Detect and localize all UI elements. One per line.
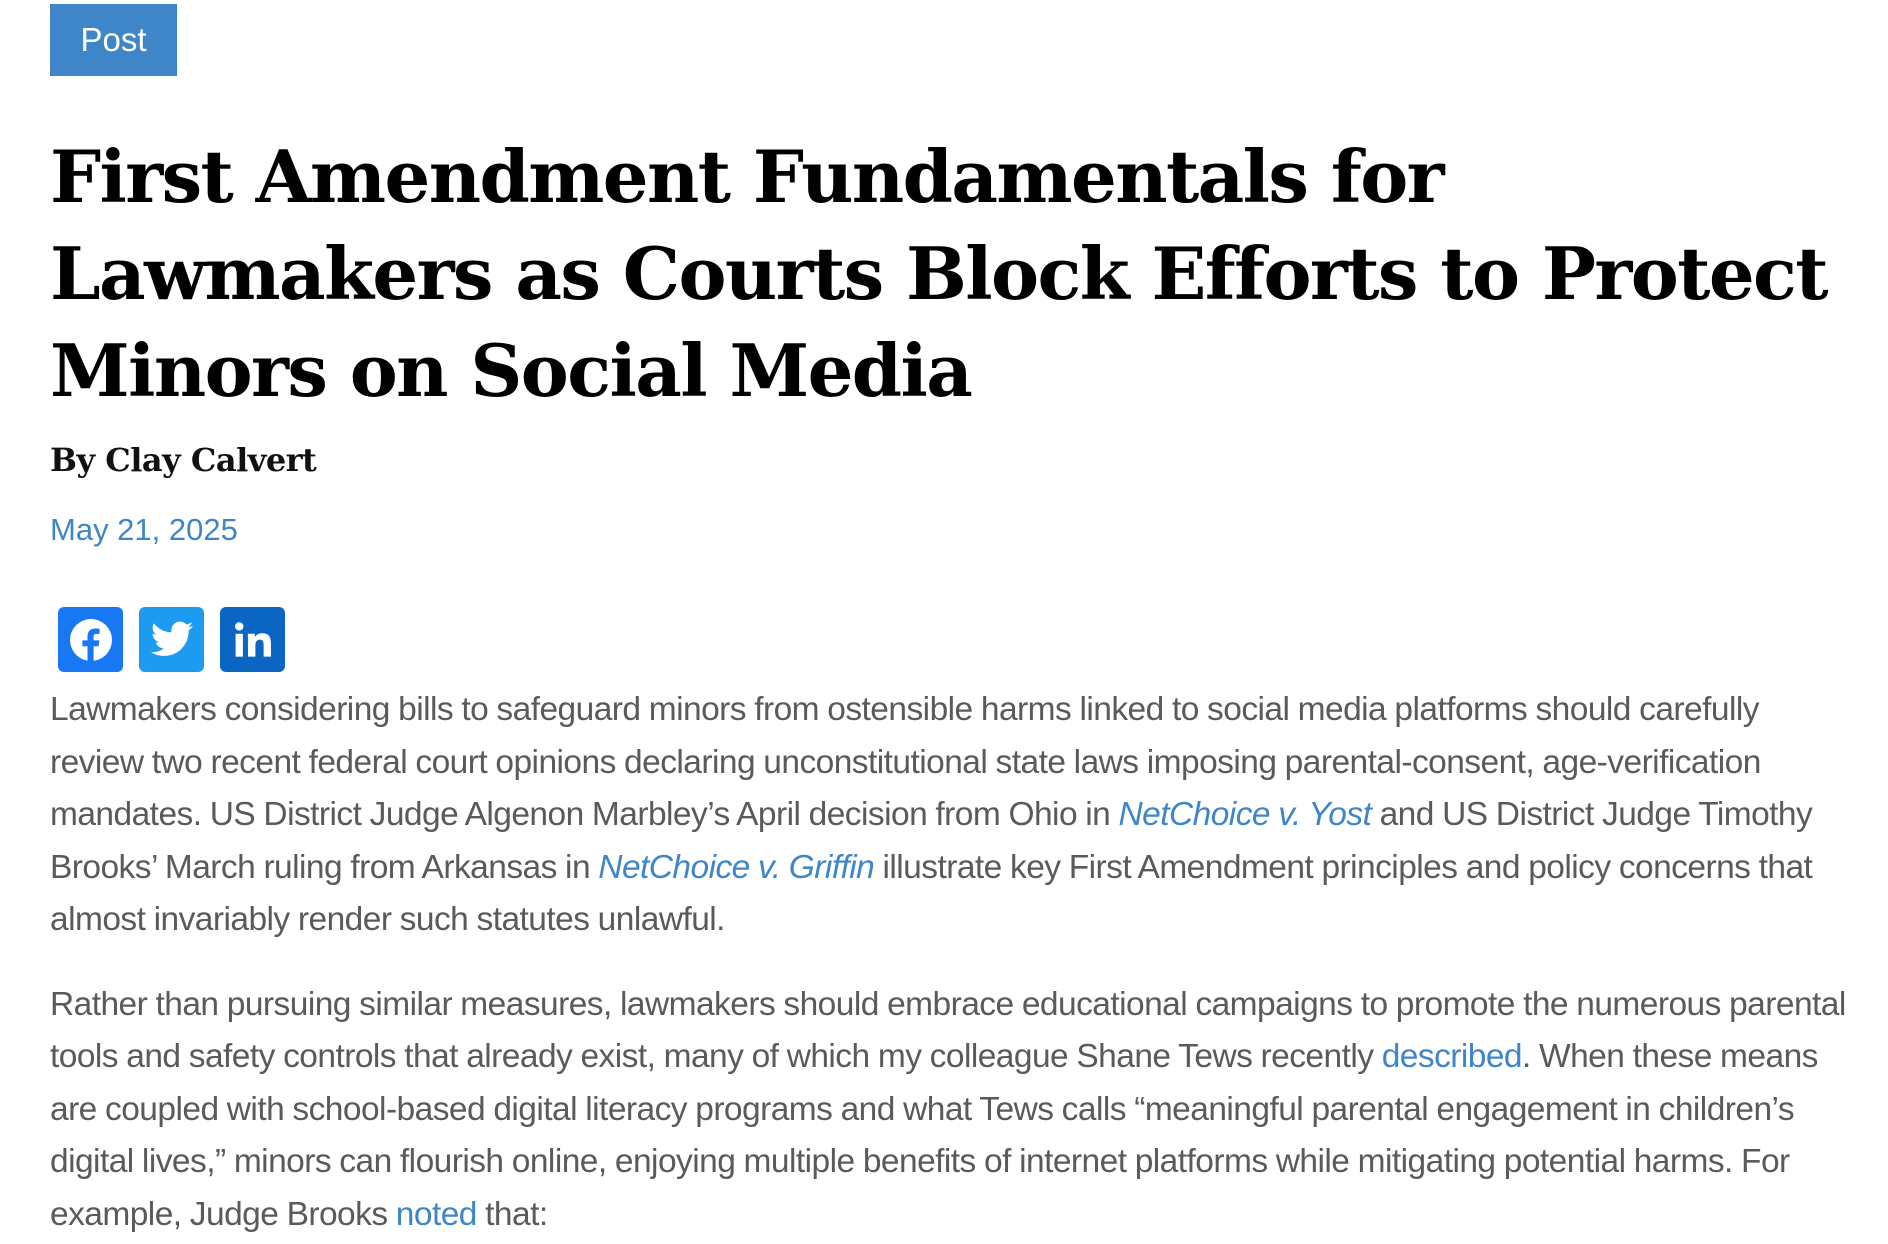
p2-text-2: . When these means are coupled with school-based digital literacy programs and what Tews calls “meaningful parental engagement in children’s digital lives,” minors can flourish online, enjoying multiple benefits of internet platforms while mitigating potential harms. For example, Judge Brooks <box>50 1038 1818 1233</box>
facebook-icon <box>67 616 115 664</box>
article-byline: By Clay Calvert <box>50 441 317 479</box>
link-netchoice-v-griffin[interactable]: NetChoice v. Griffin <box>598 848 875 886</box>
link-netchoice-v-yost[interactable]: NetChoice v. Yost <box>1118 796 1372 833</box>
p2-text-3: that: <box>476 1195 548 1233</box>
share-twitter-button[interactable] <box>139 607 204 672</box>
twitter-icon <box>149 617 195 663</box>
paragraph-2 <box>50 979 1855 1242</box>
post-tag[interactable]: Post <box>50 4 177 76</box>
linkedin-icon <box>231 618 275 662</box>
share-bar <box>58 607 285 672</box>
share-linkedin-button[interactable] <box>220 607 285 672</box>
link-noted[interactable]: noted <box>395 1195 477 1233</box>
p1-text-2: and US District Judge Timothy Brooks’ March ruling from Arkansas in <box>50 796 1813 886</box>
article-body <box>50 684 1855 1241</box>
p1-text-3: illustrate key First Amendment principles and policy concerns that almost invariably render such statutes unlawful. <box>50 848 1813 938</box>
article-title: First Amendment Fundamentals for Lawmakers as Courts Block Efforts to Protect Minors on Social Media <box>50 134 1827 413</box>
paragraph-1 <box>50 684 1855 947</box>
p1-text-1: Lawmakers considering bills to safeguard minors from ostensible harms linked to social media platforms should carefully review two recent federal court opinions declaring unconstitutional state laws imposing parental-consent, age-verification mandates. US District Judge Algenon Marbley’s April decision from Ohio in <box>50 691 1761 833</box>
link-described[interactable]: described <box>1381 1038 1523 1075</box>
article-date: May 21, 2025 <box>50 512 238 547</box>
p2-text-1: Rather than pursuing similar measures, lawmakers should embrace educational campaigns to promote the numerous parental tools and safety controls that already exist, many of which my colleague Shane Tews recently <box>50 985 1846 1075</box>
share-facebook-button[interactable] <box>58 607 123 672</box>
